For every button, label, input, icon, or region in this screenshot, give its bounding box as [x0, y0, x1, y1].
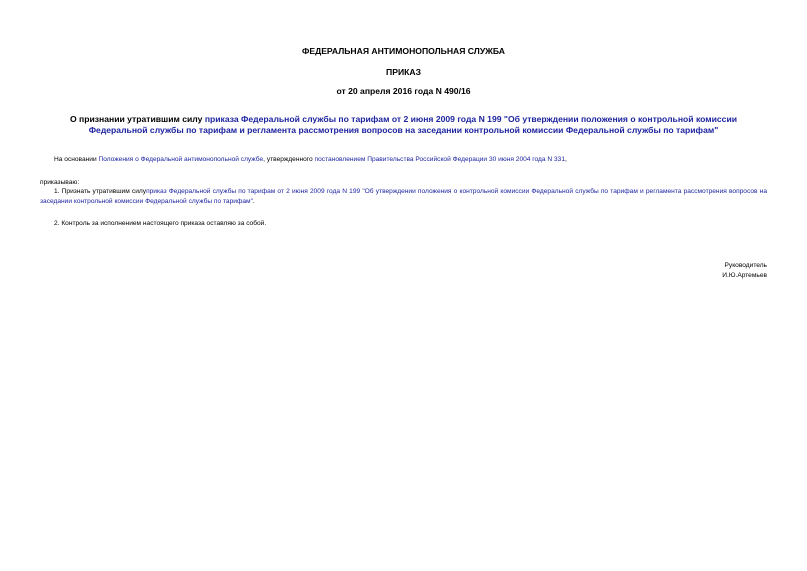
basis-middle: , утвержденного — [263, 156, 315, 163]
orders-word: приказываю: — [40, 179, 80, 186]
basis-suffix: , — [565, 156, 567, 163]
signature-block — [722, 261, 767, 280]
basis-paragraph — [54, 155, 774, 165]
basis-link-resolution[interactable]: постановлением Правительства Российской Федерации 30 июня 2004 года N 331 — [314, 156, 566, 163]
title-prefix: О признании утратившим силу — [69, 114, 205, 124]
basis-link-regulation[interactable]: Положения о Федеральной антимонопольной службе — [98, 156, 264, 163]
agency-heading: ФЕДЕРАЛЬНАЯ АНТИМОНОПОЛЬНАЯ СЛУЖБА — [302, 46, 505, 56]
date-number-heading: от 20 апреля 2016 года N 490/16 — [336, 86, 471, 96]
item-1-prefix: 1. Признать утратившим силу — [54, 188, 147, 195]
title-link[interactable]: приказа Федеральной службы по тарифам от 2 июня 2009 года N 199 "Об утверждении положения о контрольной комиссии Федеральной службы по тарифам и регламента рассмотрения вопросов на заседании контрольной комиссии Федеральной службы по тарифам" — [88, 114, 738, 135]
item-1-suffix: . — [252, 197, 255, 205]
item-1-paragraph — [40, 187, 767, 206]
item-2-paragraph: 2. Контроль за исполнением настоящего приказа оставляю за собой. — [54, 220, 267, 227]
signature-position: Руководитель — [724, 262, 767, 269]
doc-type-heading: ПРИКАЗ — [386, 67, 421, 77]
signature-name: И.Ю.Артемьев — [722, 271, 767, 279]
basis-prefix: На основании — [54, 156, 99, 163]
item-1-link[interactable]: приказ Федеральной службы по тарифам от 2 июня 2009 года N 199 "Об утверждении положения о контрольной комиссии Федеральной службы по тарифам и регламента рассмотрения вопросов на заседании контрольной комиссии Федеральной службы по тарифам" — [40, 188, 767, 205]
document-title — [40, 114, 767, 136]
